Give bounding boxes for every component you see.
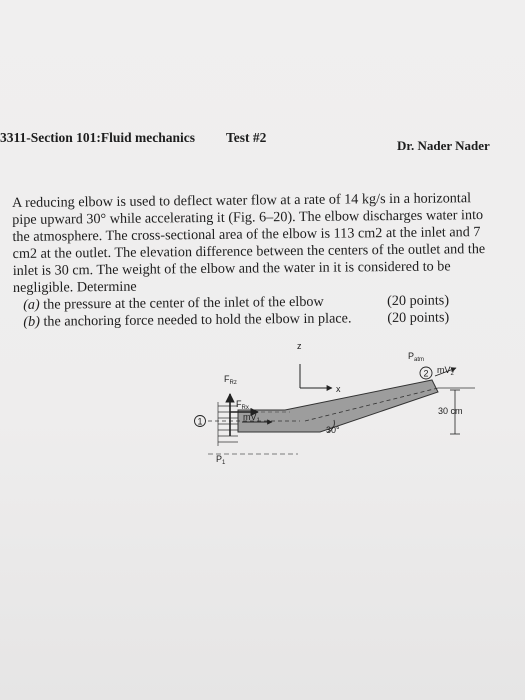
inlet-pressure-label: $P_1$	[216, 454, 226, 466]
part-a-text: the pressure at the center of the inlet of the elbow	[43, 293, 324, 313]
elbow-figure	[180, 336, 500, 496]
atm-pressure-label: $P_{atm}$	[408, 351, 425, 363]
axis-x-label: x	[336, 384, 341, 394]
problem-text	[12, 190, 488, 331]
angle-label: 30°	[326, 425, 340, 435]
part-b-text: the anchoring force needed to hold the elbow in place.	[43, 310, 352, 330]
elbow-diagram	[180, 336, 500, 496]
elevation-label: 30 cm	[438, 406, 463, 416]
part-a-label: (a)	[23, 296, 40, 313]
inlet-momentum-label: $mV_1$	[243, 412, 260, 424]
test-number: Test #2	[226, 130, 267, 145]
force-rx-label: $F_{Rx}$	[236, 399, 249, 411]
part-a-points: (20 points)	[387, 292, 450, 310]
outlet-momentum-label: $mV_2$	[437, 365, 454, 377]
part-b	[13, 309, 488, 331]
course-title: 3311-Section 101:Fluid mechanics	[0, 130, 195, 145]
inlet-pressure-arrows	[218, 402, 238, 446]
part-b-label: (b)	[23, 313, 40, 330]
axes	[297, 341, 341, 394]
part-b-points: (20 points)	[387, 309, 450, 327]
axis-z-label: z	[297, 341, 302, 351]
station-2-label: 2	[423, 368, 429, 379]
force-rz-label: $F_{Rz}$	[224, 374, 237, 386]
problem-statement: A reducing elbow is used to deflect water flow at a rate of 14 kg/s in a horizontal pipe upward 30° while accelerating it (Fig. 6–20). The elbow discharges water into the atmosphere. The cross-sectional area of the elbow is 113 cm2 at the inlet and 7 cm2 at the outlet. The elevation difference between the centers of the outlet and the inlet is 30 cm. The weight of the elbow and the water in it is considered to be negligible. Determine	[12, 190, 486, 296]
instructor-name: Dr. Nader Nader	[397, 138, 490, 153]
station-1-label: 1	[197, 416, 203, 427]
